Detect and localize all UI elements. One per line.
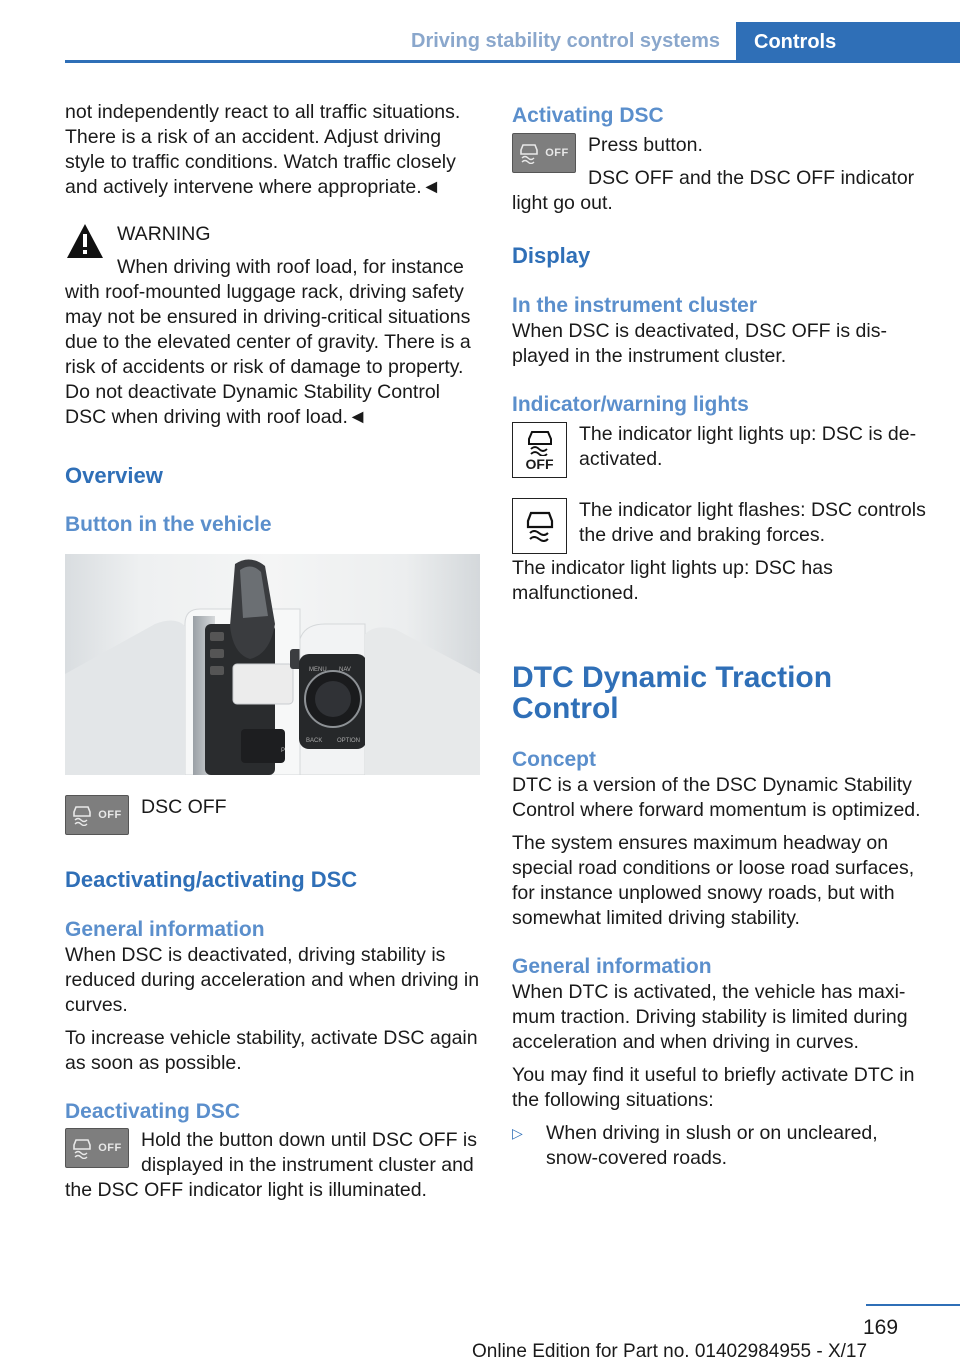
concept-paragraph: DTC is a version of the DSC Dynamic Stability Control where forward momentum is optimized. <box>512 774 921 821</box>
left-column <box>65 100 480 1203</box>
off-text: OFF <box>545 147 569 159</box>
intro-paragraph: not independently react to all traffic situations. There is a risk of an accident. Adjust driving style to traffic conditions. Watch traffic closely and actively intervene where appropriate.◄ <box>65 101 461 198</box>
general-paragraph-1: When DSC is deactivated, driving stability is reduced during acceleration and when driving in curves. <box>65 944 480 1016</box>
heading-activating-dsc: Activating DSC <box>512 104 664 127</box>
warning-text: When driving with roof load, for instance with roof-mounted luggage rack, driving safety may not be ensured in driving-critical situations due to the elevated center of gravity. There is a risk of accidents or risk of damage to property. Do not deactivate Dynamic Stability Control DSC when driving with roof load.◄ <box>65 256 471 428</box>
heading-concept: Concept <box>512 748 596 771</box>
heading-deactivating-activating: Deactivating/activating DSC <box>65 867 358 892</box>
heading-indicator-lights: Indicator/warning lights <box>512 393 749 416</box>
indicator-malfunction-text: The indicator light lights up: DSC has malfunctioned. <box>512 557 833 604</box>
heading-overview: Overview <box>65 463 163 488</box>
dsc-off-legend <box>65 795 480 835</box>
heading-general-info: General information <box>65 918 265 941</box>
page-number: 169 <box>863 1316 899 1339</box>
dsc-off-button-icon-3 <box>512 133 576 173</box>
press-button-text: Press button. <box>588 134 703 156</box>
off-text: OFF <box>98 1142 122 1154</box>
deactivating-block <box>65 1128 480 1203</box>
skid-car-icon <box>72 1137 92 1159</box>
running-header-tab: Controls <box>736 22 960 63</box>
footer-rule <box>866 1304 960 1306</box>
skid-car-icon <box>519 142 539 164</box>
nav-label: NAV <box>339 667 351 673</box>
skid-car-icon <box>524 510 556 542</box>
list-item <box>512 1121 926 1171</box>
park-brake-label: P <box>281 748 286 754</box>
dtc-general-paragraph-1: When DTC is activated, the vehicle has maximum traction. Driving stability is limited during acceleration and when driving in curves. <box>512 981 908 1053</box>
dsc-off-label: DSC OFF <box>141 796 227 818</box>
dsc-off-indicator-icon <box>512 422 567 478</box>
skid-car-icon <box>526 430 554 456</box>
skid-car-icon <box>72 804 92 826</box>
heading-dtc: DTC Dynamic Traction Control <box>512 661 833 725</box>
heading-button-in-vehicle: Button in the vehicle <box>65 513 272 536</box>
deactivating-paragraph: Hold the button down until DSC OFF is displayed in the instrument cluster and the DSC OFF indicator light is illuminated. <box>65 1129 477 1201</box>
bullet-triangle-icon: ▷ <box>512 1125 523 1141</box>
dtc-general-paragraph-2: You may find it useful to briefly activate DTC in the following situations: <box>512 1064 915 1111</box>
indicator-off-text: The indicator light lights up: DSC is deactivated. <box>579 423 917 470</box>
edition-text: Online Edition for Part no. 01402984955 - X/17 <box>472 1341 868 1362</box>
warning-title: WARNING <box>117 223 211 245</box>
bullet-text: When driving in slush or on uncleared, snow-covered roads. <box>546 1122 878 1169</box>
heading-instrument-cluster: In the instrument cluster <box>512 294 758 317</box>
off-text: OFF <box>98 809 122 821</box>
dsc-off-button-icon <box>65 795 129 835</box>
dsc-indicator-icon <box>512 498 567 554</box>
instrument-paragraph: When DSC is deactivated, DSC OFF is displayed in the instrument cluster. <box>512 320 887 367</box>
warning-block <box>65 222 480 430</box>
indicator-flash-block <box>512 498 926 606</box>
go-out-text: DSC OFF and the DSC OFF indicator light go out. <box>512 167 915 214</box>
heading-deactivating-dsc: Deactivating DSC <box>65 1100 241 1123</box>
right-column <box>512 100 926 1171</box>
system-paragraph: The system ensures maximum headway on special road conditions or loose road surfaces, for instance unplowed snowy roads, but with somewhat limited driving stability. <box>512 832 915 929</box>
general-paragraph-2: To increase vehicle stability, activate DSC again as soon as possible. <box>65 1027 478 1074</box>
center-console-photo <box>65 554 480 775</box>
running-header-section: Driving stability control systems <box>411 30 720 52</box>
back-label: BACK <box>306 738 323 744</box>
header-rule <box>65 60 736 63</box>
menu-label: MENU <box>309 667 327 673</box>
heading-general-info-dtc: General information <box>512 955 712 978</box>
center-console-illustration <box>65 554 480 775</box>
dsc-off-button-icon-2 <box>65 1128 129 1168</box>
indicator-off-block <box>512 422 926 478</box>
option-label: OPTION <box>337 738 361 744</box>
warning-triangle-icon <box>65 222 105 260</box>
activating-block <box>512 133 926 216</box>
indicator-flash-text: The indicator light flashes: DSC controls the drive and braking forces. <box>579 499 926 546</box>
heading-display: Display <box>512 243 591 268</box>
off-text: OFF <box>525 455 554 472</box>
